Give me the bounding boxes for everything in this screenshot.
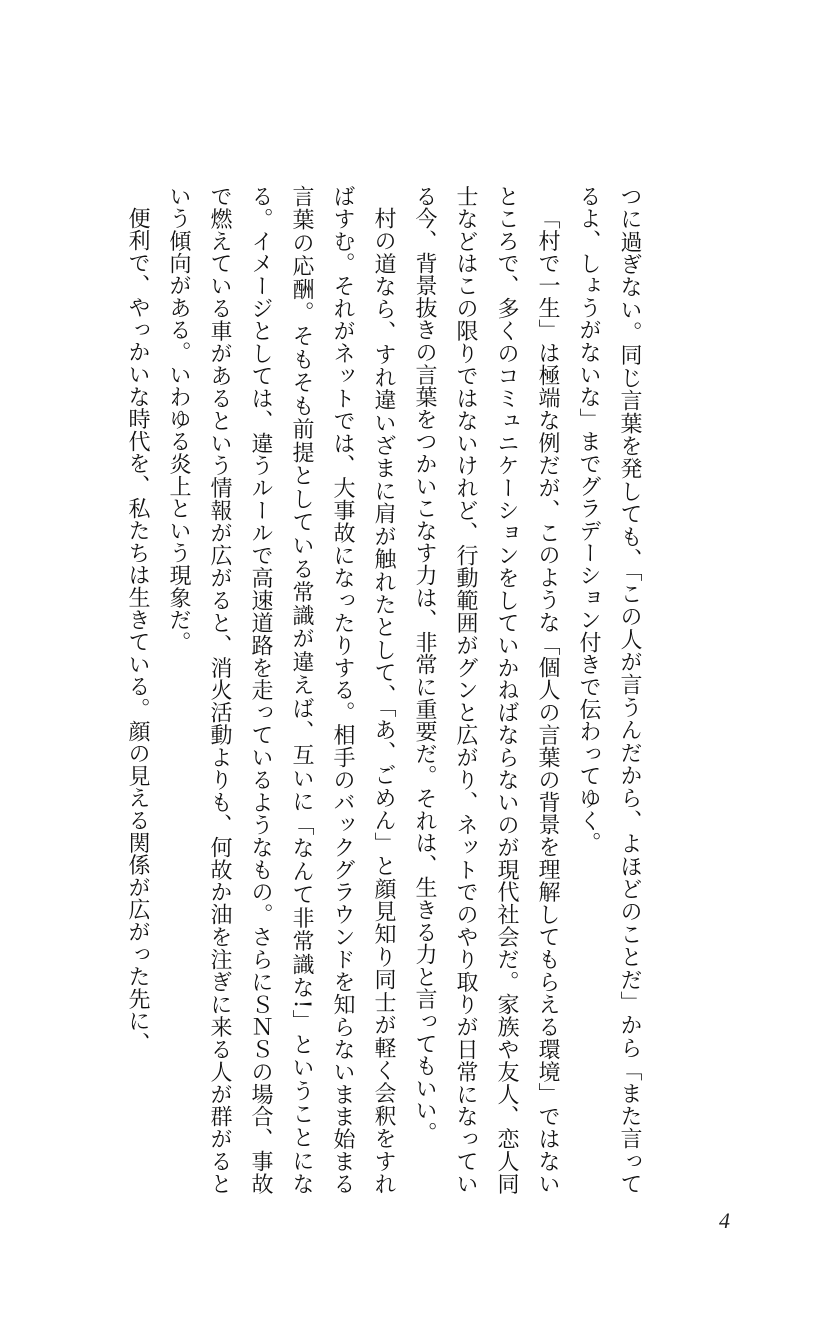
paragraph-3: 村の道なら、すれ違いざまに肩が触れたとして、「あ、ごめん」と顔見知り同士が軽く会釈をすればすむ。それがネットでは、大事故になったりする。相手のバックグラウンドを知らないまま始まる言葉の応酬。そもそも前提としている常識が違えば、互いに「なんて非常識な!」ということになる。イメージとしては、違うルールで高速道路を走っているようなもの。さらにＳＮＳの場合、事故で燃えている車があるという情報が広がると、消火活動よりも、何故か油を注ぎに来る人が群がるという傾向がある。いわゆる炎上という現象だ。 [166, 185, 396, 1195]
paragraph-2: 「村で一生」は極端な例だが、このような「個人の言葉の背景を理解してもらえる環境」ではないところで、多くのコミュニケーションをしていかねばならないのが現代社会だ。家族や友人、恋人同士などはこの限りではないけれど、行動範囲がグンと広がり、ネットでのやり取りが日常になっている今、背景抜きの言葉をつかいこなす力は、非常に重要だ。それは、生きる力と言ってもいい。 [412, 185, 560, 1195]
vertical-body-text [125, 185, 650, 1195]
page-number: 4 [719, 1208, 730, 1233]
paragraph-1: つに過ぎない。同じ言葉を発しても、「この人が言うんだから、よほどのことだ」から「また言ってるよ、しょうがないな」までグラデーション付きで伝わってゆく。 [576, 185, 642, 1195]
paragraph-4: 便利で、やっかいな時代を、私たちは生きている。顔の見える関係が広がった先に、 [125, 207, 150, 1055]
